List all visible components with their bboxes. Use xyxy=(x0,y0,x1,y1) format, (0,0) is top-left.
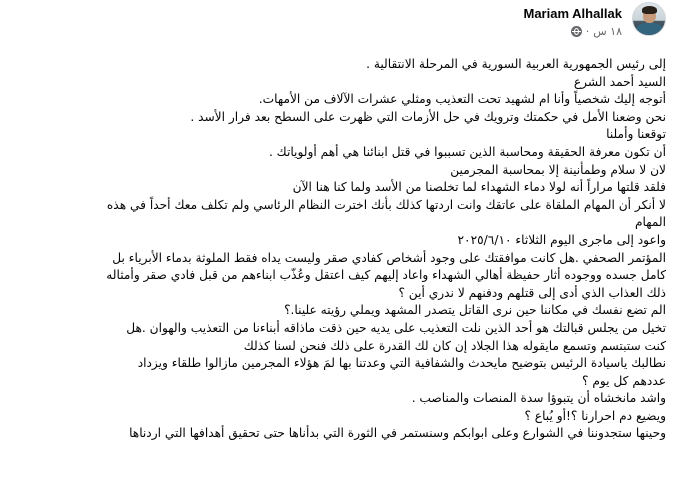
post-line: تخيل من يجلس قبالتك هو أحد الذين نلت التعذيب على يديه حين ذقت ماذاقه أبناءنا من التعذيب والهوان .هل xyxy=(126,320,666,335)
post-line: لا أنكر أن المهام الملقاة على عاتقك وانت اردتها كذلك بأنك اخترت النظام الرئاسي ولم تكلف معك أحداً في هذه xyxy=(106,197,666,212)
post-line: إلى رئيس الجمهورية العربية السورية في المرحلة الانتقالية . xyxy=(366,57,666,71)
post-line: لان لا سلام وطمأنينة إلا بمحاسبة المجرمين xyxy=(450,162,666,177)
post-body xyxy=(8,56,666,443)
post-line: ذلك العذاب الذي أدى إلى قتلهم ودفنهم لا ندري أين ؟ xyxy=(398,285,666,300)
post-line: وحينها ستجدوننا في الشوارع وعلى ابوابكم وسنستمر في الثورة التي بدأناها حتى تحقيق أهدافها التي اردناها xyxy=(129,426,666,441)
post-line: كنت ستبتسم وتسمع مايقوله هذا الجلاد إن كان لك القدرة على ذلك فنحن لسنا كذلك xyxy=(243,338,666,353)
author-name[interactable]: Mariam Alhallak xyxy=(523,6,622,21)
globe-icon[interactable] xyxy=(571,26,582,37)
post-line: توقعنا وأملنا xyxy=(606,127,666,142)
post-line: واشد مانخشاه أن يتبوؤا سدة المنصات والمناصب . xyxy=(411,391,666,406)
post-line: ويضيع دم احرارنا ؟!أو يُباع ؟ xyxy=(524,408,666,423)
post-line: أتوجه إليك شخصياً وأنا ام لشهيد تحت التعذيب ومثلي عشرات الآلاف من الأمهات. xyxy=(258,92,666,107)
post-time[interactable]: ١٨ س xyxy=(593,25,622,38)
post-line: نطالبك ياسيادة الرئيس بتوضيح مايحدث والشفافية التي وعدتنا بها لمَ هؤلاء المجرمين مازالوا طلقاء ويزداد xyxy=(137,356,666,371)
post-line: أن تكون معرفة الحقيقة ومحاسبة الذين تسببوا في قتل ابنائنا هي أهم أولوياتك . xyxy=(268,144,666,159)
post-line: المهام xyxy=(634,215,666,230)
post-meta xyxy=(571,25,622,38)
post-line: الم تضع نفسك في مكاننا حين نرى القاتل يتصدر المشهد ويملي رؤيته علينا.؟ xyxy=(284,303,666,318)
post-line: كامل جسده ووجوده أثار حفيظة أهالي الشهداء واعاد إليهم كيف اعتقل وعُذّب ابناءهم من قبل فادي صقر وأمثاله xyxy=(106,268,666,283)
post-line: عددهم كل يوم ؟ xyxy=(582,373,666,388)
author-avatar[interactable] xyxy=(632,2,666,36)
post-header xyxy=(0,0,676,48)
post-line: واعود إلى ماجرى اليوم الثلاثاء ٢٠٢٥/٦/١٠ xyxy=(457,232,666,247)
post-line: نحن وضعنا الأمل في حكمتك وترويك في حل الأزمات التي ظهرت على السطح بعد فرار الأسد . xyxy=(190,109,666,124)
post-line: فلقد قلتها مراراً أنه لولا دماء الشهداء لما تخلصنا من الأسد ولما كنا هنا الآن xyxy=(292,180,666,195)
post-line: المؤتمر الصحفي .هل كانت موافقتك على وجود أشخاص كفادي صقر وليست يداه فقط الملوثة بدماء الأبرياء بل xyxy=(112,250,666,265)
post-line: السيد أحمد الشرع xyxy=(573,74,666,89)
meta-separator: · xyxy=(585,25,590,38)
